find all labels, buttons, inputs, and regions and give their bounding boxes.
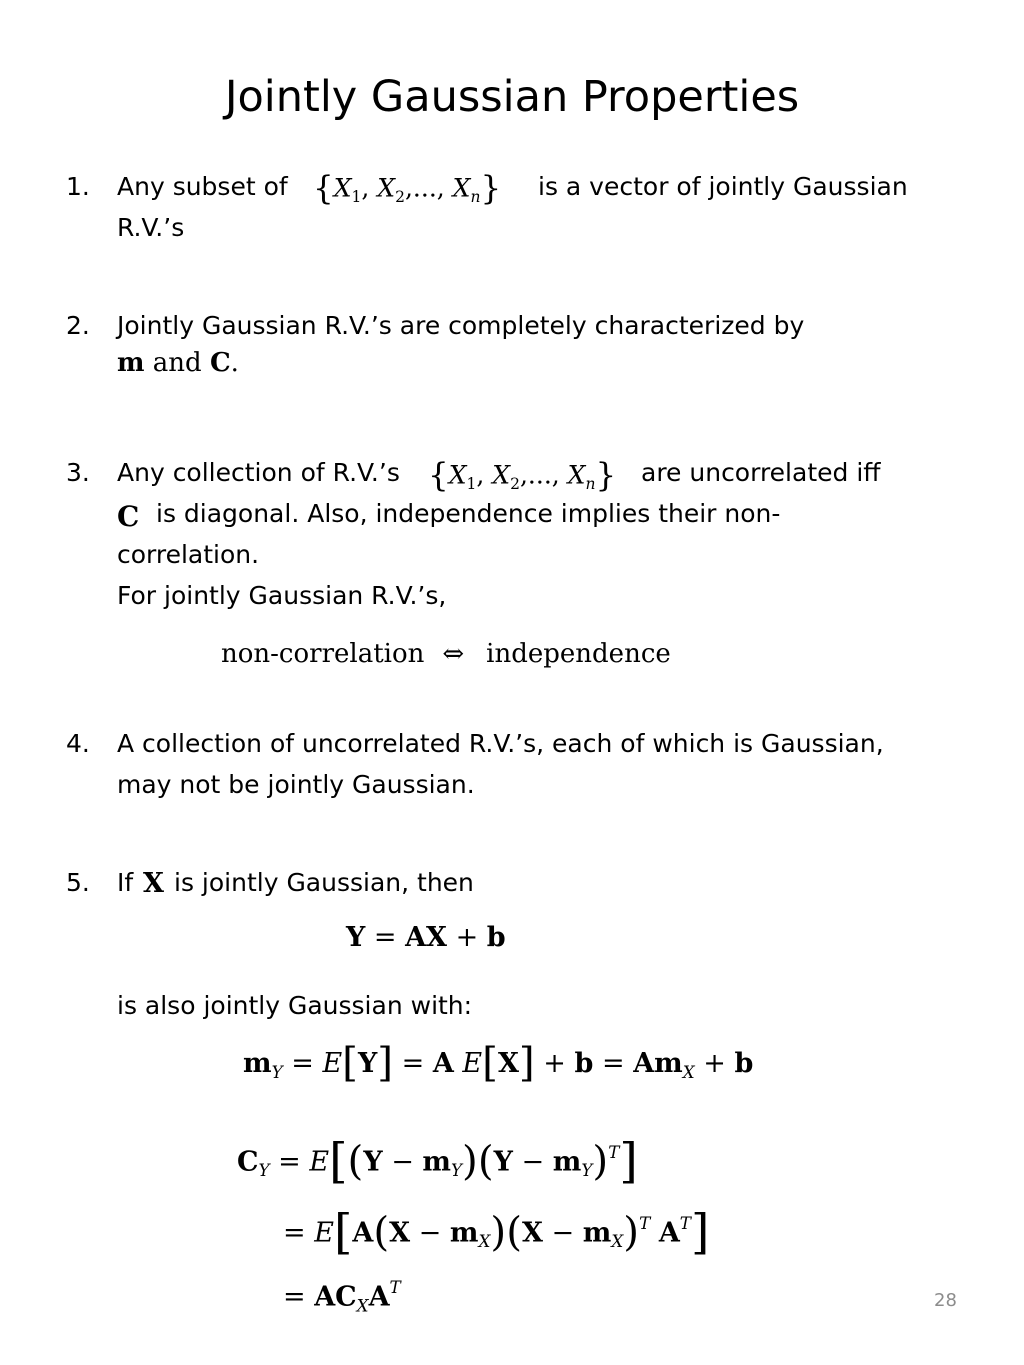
item-4-text-line1: A collection of uncorrelated R.V.’s, each of which is Gaussian, [117, 729, 884, 758]
item-5-vector-x: X [143, 868, 164, 899]
item-1-text-line2: R.V.’s [117, 213, 185, 242]
equation-covariance-line3: = $AC_XA^T$ [283, 1277, 401, 1316]
item-5-number: 5. [66, 868, 90, 897]
item-2-parameters: m and C. [117, 348, 239, 378]
item-1-text-start: Any subset of [117, 172, 288, 201]
page-number: 28 [934, 1290, 957, 1311]
item-3-text-start: Any collection of R.V.’s [117, 458, 400, 487]
equation-covariance-line2: = $E[A(X - m_X)(X - m_X)^T$ $A^T$] [283, 1205, 710, 1260]
item-1-set-expression: {$X_1$, $X_2$,..., $X_n$} [313, 169, 502, 207]
equation-linear-transform: Y = AX + b [346, 922, 506, 953]
item-3-number: 3. [66, 458, 90, 487]
item-3-text-line2: is diagonal. Also, independence implies their non- [156, 499, 781, 528]
item-3-text-line4: For jointly Gaussian R.V.’s, [117, 581, 447, 610]
item-3-set-expression: {$X_1$, $X_2$,..., $X_n$} [428, 456, 617, 494]
equation-covariance-line1: $C_Y = E[(Y - m_Y)(Y - m_Y)^T]$ [237, 1134, 638, 1189]
item-5-text-if: If [117, 868, 134, 897]
item-2-text-line1: Jointly Gaussian R.V.’s are completely characterized by [117, 311, 805, 340]
item-3-equivalence: non-correlation ⇔ independence [221, 639, 671, 669]
item-5-text-also: is also jointly Gaussian with: [117, 991, 473, 1020]
slide-title: Jointly Gaussian Properties [224, 72, 800, 122]
item-4-number: 4. [66, 729, 90, 758]
item-4-text-line2: may not be jointly Gaussian. [117, 770, 475, 799]
item-3-text-end: are uncorrelated iff [641, 458, 881, 487]
item-3-text-line3: correlation. [117, 540, 260, 569]
item-2-number: 2. [66, 311, 90, 340]
equation-mean: $m_Y = E[Y] = A$ $E[X] + b = Am_X + b$ [243, 1038, 754, 1086]
item-1-number: 1. [66, 172, 90, 201]
item-1-text-end: is a vector of jointly Gaussian [538, 172, 908, 201]
item-3-covariance-symbol: C [117, 500, 140, 533]
item-5-text-rest: is jointly Gaussian, then [174, 868, 474, 897]
